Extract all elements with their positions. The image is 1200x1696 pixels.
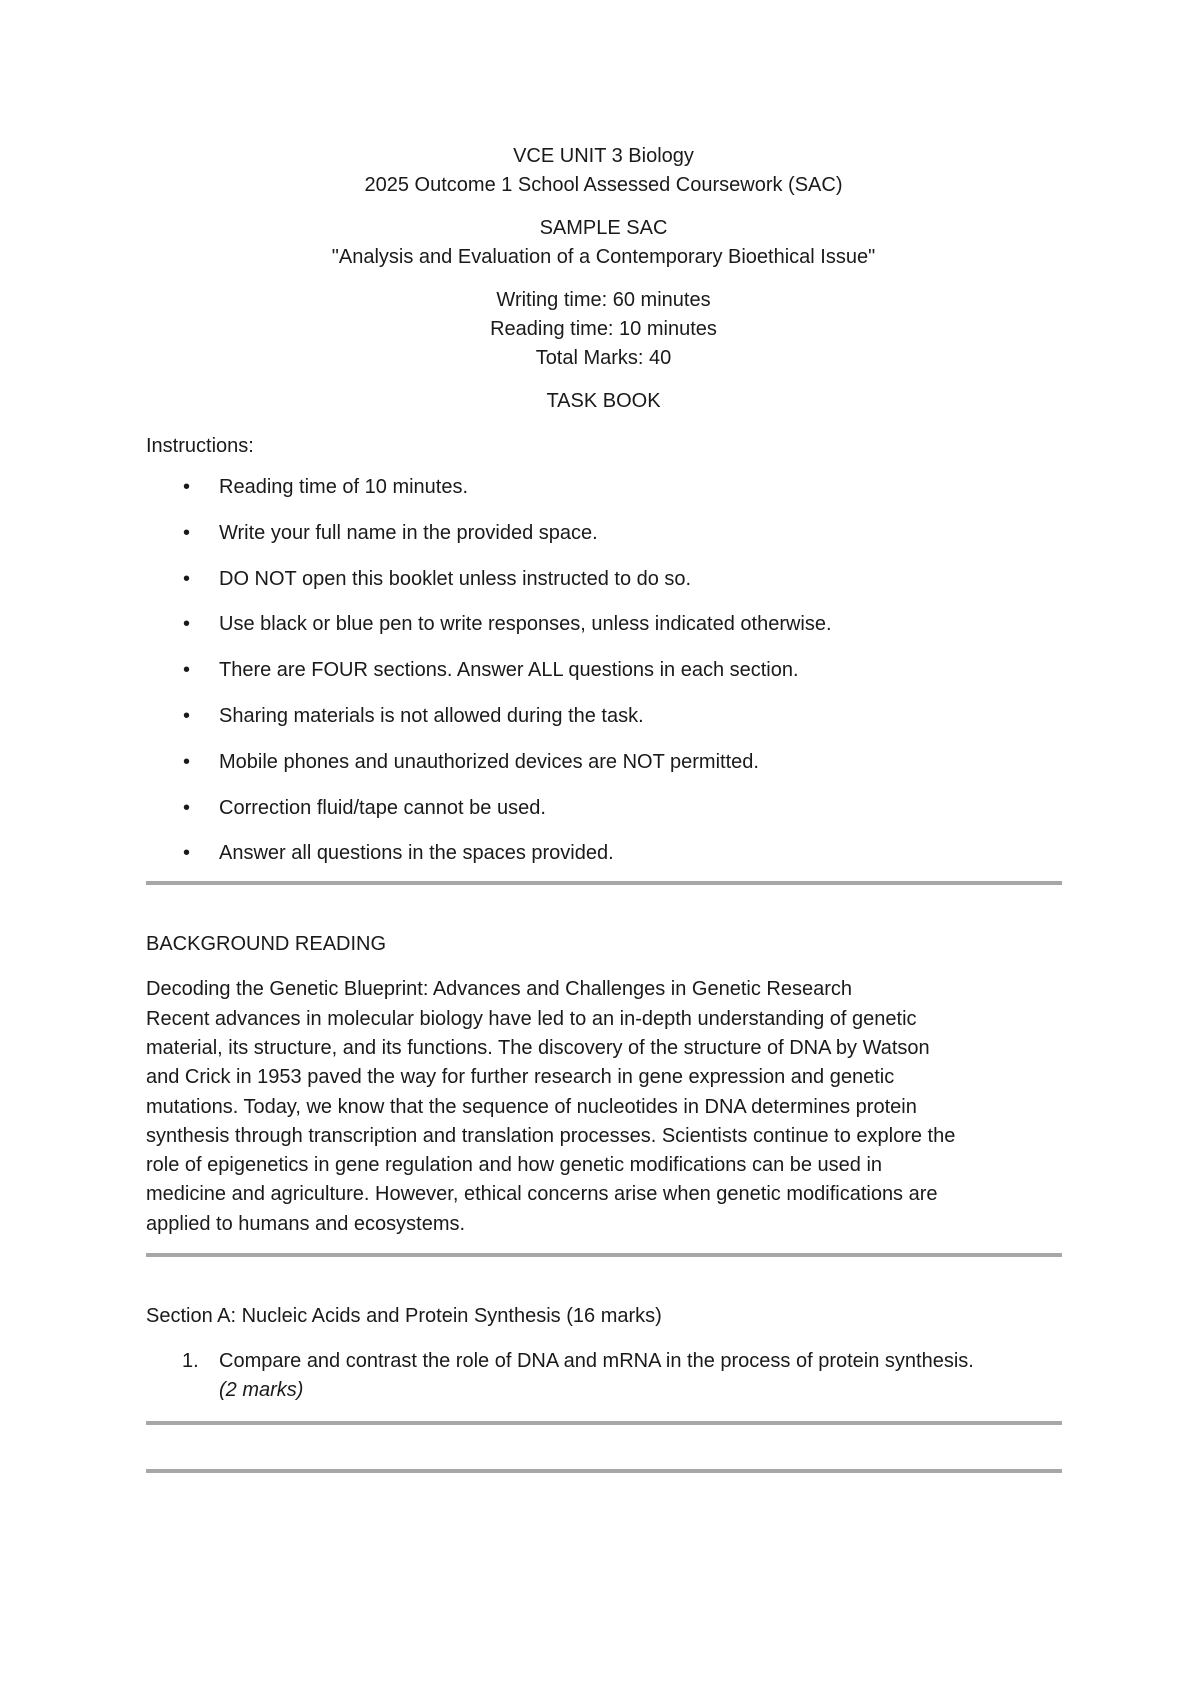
bullet-icon: •: [183, 659, 191, 682]
background-line: synthesis through transcription and translation processes. Scientists continue to explore the: [146, 1124, 956, 1147]
bullet-icon: •: [183, 476, 191, 498]
list-item: • Use black or blue pen to write responses, unless indicated otherwise.: [146, 610, 1061, 639]
list-item: • Reading time of 10 minutes.: [146, 473, 1061, 502]
bullet-icon: •: [183, 842, 191, 865]
bullet-icon: •: [183, 704, 191, 727]
background-line: and Crick in 1953 paved the way for further research in gene expression and genetic: [146, 1066, 895, 1089]
instructions-list: [146, 473, 1061, 868]
list-item: • There are FOUR sections. Answer ALL questions in each section.: [146, 656, 1061, 685]
background-line: role of epigenetics in gene regulation and how genetic modifications can be used in: [146, 1154, 883, 1177]
writing-time: Writing time: 60 minutes: [496, 289, 711, 311]
bullet-icon: •: [183, 613, 191, 636]
background-reading: [146, 975, 1061, 1239]
answer-line[interactable]: [146, 1421, 1062, 1425]
list-item: • Mobile phones and unauthorized devices are NOT permitted.: [146, 748, 1061, 777]
task-book-label: TASK BOOK: [546, 390, 661, 412]
bullet-icon: •: [183, 796, 191, 819]
background-line: Recent advances in molecular biology have led to an in-depth understanding of genetic: [146, 1007, 917, 1030]
bullet-icon: •: [183, 567, 191, 590]
answer-line[interactable]: [146, 1469, 1062, 1473]
list-item: • Answer all questions in the spaces provided.: [146, 839, 1061, 868]
course-title: VCE UNIT 3 Biology: [513, 145, 694, 167]
list-item: • Correction fluid/tape cannot be used.: [146, 794, 1061, 823]
question-1: [146, 1347, 1061, 1405]
background-line: mutations. Today, we know that the sequence of nucleotides in DNA determines protein: [146, 1095, 917, 1118]
bullet-icon: •: [183, 521, 191, 544]
assessment-title: 2025 Outcome 1 School Assessed Coursework (SAC): [364, 174, 843, 196]
background-heading: BACKGROUND READING: [146, 933, 387, 956]
question-marks: (2 marks): [219, 1379, 304, 1402]
background-line: material, its structure, and its functions. The discovery of the structure of DNA by Watson: [146, 1036, 930, 1059]
section-a-heading: Section A: Nucleic Acids and Protein Synthesis (16 marks): [146, 1305, 662, 1328]
list-item: • Write your full name in the provided space.: [146, 519, 1061, 548]
list-item: • DO NOT open this booklet unless instructed to do so.: [146, 565, 1061, 594]
bullet-icon: •: [183, 750, 191, 773]
sac-subtitle: "Analysis and Evaluation of a Contemporary Bioethical Issue": [331, 246, 876, 268]
background-line: applied to humans and ecosystems.: [146, 1212, 466, 1235]
list-item: • Sharing materials is not allowed during the task.: [146, 702, 1061, 731]
document-page: [146, 142, 1061, 1473]
background-title: Decoding the Genetic Blueprint: Advances and Challenges in Genetic Research: [146, 978, 852, 1001]
background-line: medicine and agriculture. However, ethical concerns arise when genetic modifications are: [146, 1183, 938, 1206]
reading-time: Reading time: 10 minutes: [490, 318, 717, 340]
question-text: Compare and contrast the role of DNA and mRNA in the process of protein synthesis.: [219, 1350, 974, 1373]
question-number: 1.: [182, 1350, 199, 1373]
section-divider: [146, 1253, 1062, 1257]
title-block: [146, 142, 1061, 416]
section-divider: [146, 881, 1062, 885]
instructions-heading: Instructions:: [146, 435, 254, 457]
sample-label: SAMPLE SAC: [539, 217, 668, 239]
total-marks: Total Marks: 40: [535, 347, 672, 369]
